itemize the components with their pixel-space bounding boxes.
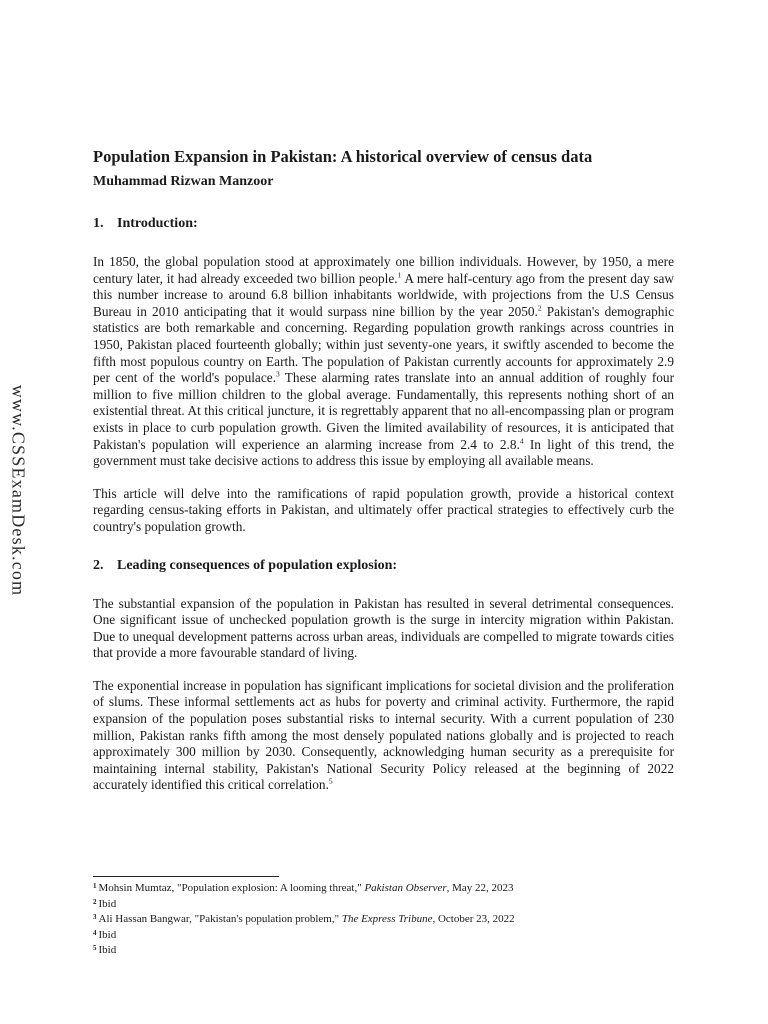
document-page [93, 146, 674, 794]
section-number: 1. [93, 216, 104, 231]
footnote-ref: 1 [397, 270, 402, 280]
footnote-4: $^4$ Ibid [93, 928, 117, 941]
footnote-3: $^3$ Ali Hassan Bangwar, "Pakistan's population problem," The Express Tribune, October 23, 2022 [93, 913, 515, 925]
document-title: Population Expansion in Pakistan: A historical overview of census data [93, 147, 593, 166]
section-title: Leading consequences of population explosion: [117, 557, 398, 573]
footnote-5: $^5$ Ibid [93, 944, 117, 956]
footnote-separator [93, 876, 279, 877]
consequences-paragraph-1: The substantial expansion of the population in Pakistan has resulted in several detrimental consequences. One significant issue of unchecked population growth is the surge in intercity migration within Pakistan. Due to unequal development patterns across urban areas, individuals are compelled to migrate towards cities that provide a more favourable standard of living. [93, 595, 674, 661]
footnotes [93, 881, 674, 959]
footnote-source: The Express Tribune [341, 913, 433, 925]
section-title: Introduction: [117, 216, 198, 231]
footnote-ref: 3 [275, 369, 280, 379]
section-number: 2. [93, 557, 104, 573]
introduction-paragraph-2: This article will delve into the ramifications of rapid population growth, provide a historical context regarding census-taking efforts in Pakistan, and ultimately offer practical strategies to effectively curb the country's population growth. [93, 485, 674, 534]
introduction-paragraph-1: In 1850, the global population stood at approximately one billion individuals. However, by 1950, a mere century later, it had already exceeded two billion people.$^1$ A mere half-century ago from the present day saw this number increase to around 6.8 billion inhabitants worldwide, with projections from the U.S Census Bureau in 2010 anticipating that it would surpass nine billion by the year 2050.$^2$ Pakistan's demographic statistics are both remarkable and concerning. Regarding population growth rankings across countries in 1950, Pakistan placed fourteenth globally; within just seventy-one years, it swiftly ascended to become the fifth most populous country on Earth. The population of Pakistan currently accounts for approximately 2.9 per cent of the world's populace.$^3$ These alarming rates translate into an annual addition of roughly four million to five million children to the global average. Fundamentally, this represents nothing short of an existential threat. At this critical juncture, it is regrettably apparent that no all-encompassing plan or program exists in place to curb population growth. Given the limited availability of resources, it is anticipated that Pakistan's population will experience an alarming increase from 2.4 to 2.8.$^4$ In light of this trend, the government must take decisive actions to address this issue by employing all available means. [93, 254, 675, 469]
footnote-2: $^2$ Ibid [93, 897, 117, 910]
watermark-text: www.CSSExamDesk.com [8, 384, 29, 596]
footnote-ref: 4 [519, 436, 524, 446]
website-watermark [6, 385, 30, 595]
section-heading-consequences [93, 556, 674, 576]
section-heading-introduction [93, 214, 674, 234]
footnote-1: $^1$ Mohsin Mumtaz, "Population explosion: A looming threat," Pakistan Observer, May 22, 2023 [93, 882, 514, 894]
consequences-paragraph-2: The exponential increase in population has significant implications for societal division and the proliferation of slums. These informal settlements act as hubs for poverty and criminal activity. Furthermore, the rapid expansion of the population poses substantial risks to internal security. With a current population of 230 million, Pakistan ranks fifth among the most densely populated nations globally and is projected to reach approximately 300 million by 2030. Consequently, acknowledging human security as a prerequisite for maintaining internal stability, Pakistan's National Security Policy released at the beginning of 2022 accurately identified this critical correlation.$^5$ [93, 677, 674, 793]
footnote-ref: 2 [537, 303, 542, 313]
footnote-source: Pakistan Observer [364, 882, 447, 894]
footnote-ref: 5 [328, 777, 333, 787]
author-name: Muhammad Rizwan Manzoor [93, 174, 274, 189]
